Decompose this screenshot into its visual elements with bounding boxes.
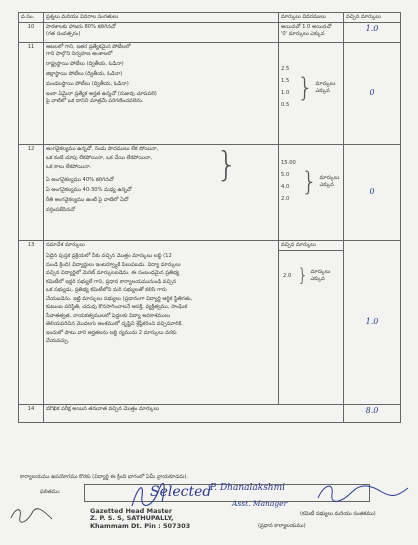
- row-line: తెలియపరిచిన మొదలగు అంశములో దృష్టిని శ్రేష్ఠీకరించి వచ్చినవారికి.: [46, 321, 183, 328]
- row-question: [44, 23, 279, 43]
- row-line: మౌఖిక పరీక్ష అయిన తరువాత వచ్చిన మొత్తం మార్కులు: [46, 406, 159, 413]
- marks-label: మార్కులు: [319, 174, 340, 181]
- row-question: [44, 405, 344, 423]
- marks-label: ఎక్కువ: [310, 276, 325, 283]
- row-line: ఒక సభ్యుడు, ప్రతిభ్య కమిటీలోని మరి సభ్యులతో కలిసి గారు: [46, 287, 167, 294]
- awarded-marks-value: 0: [369, 187, 375, 197]
- result-label: ఫలితము:: [40, 489, 61, 495]
- office-label: (ప్రధాన కార్యాలయము): [258, 523, 306, 529]
- brace-mark: }: [297, 72, 314, 103]
- awarded-marks-value: 0: [369, 88, 375, 98]
- marks-value: 5.0: [281, 172, 290, 179]
- row-line: చేయబడెను. ఇట్టి మార్కులు సభ్యులు (ప్రధానంగా విద్యార్థి ఆర్థిక స్థితిగతు,: [46, 295, 193, 302]
- marks-label: ఎక్కువ: [319, 181, 334, 188]
- row-line: ఏదైన పుస్తక ప్రక్రియలో నీకు వచ్చిన మొత్తం మార్కులు లబ్ధి (12: [46, 253, 172, 260]
- row-line: జిల్లాస్థాయి పోటీలు (ద్వితీయ, ఓడినా): [46, 71, 123, 78]
- row-line: పై వాటిలో ఒక దానిని మాత్రమే పరిగణించవలెను.: [46, 98, 144, 105]
- marks-value: 0.5: [281, 102, 290, 109]
- marks-value: 2.5: [281, 66, 290, 73]
- awarded-marks: [344, 241, 401, 405]
- marks-value: 4.0: [281, 184, 290, 191]
- row-line: రీతి అంగవైకల్యము ఉంటే పై వాటిలో ఏదో: [46, 197, 129, 204]
- marks-label: ఎక్కువ: [315, 87, 330, 94]
- marks-detail-line: '0' మార్కులు ఎక్కువ: [281, 31, 325, 38]
- row-line: వేయవచ్చు.: [46, 338, 70, 345]
- row-line: ఒక కంటి చూపు లేకపోయినా, ఒక చేయి లేకపోయినా,: [46, 155, 153, 162]
- row-line: ఇందులో పాటు వారి అర్హతలను లబ్ధి ర్యమును 2 మార్కులు వరకు: [46, 329, 177, 336]
- header-question: ప్రశ్నలు మరియు వివరాల సంగతులు: [44, 13, 279, 23]
- awarded-marks: [344, 145, 401, 241]
- row-sno: 12: [19, 145, 44, 241]
- row-line: ఒక కాలు లేకపోయినా.: [46, 164, 92, 171]
- row-marks-detail: [279, 23, 344, 43]
- row-sno: 13: [19, 241, 44, 405]
- row-line: రాష్ట్రస్థాయి పోటీలు (ద్వితీయ, ఓడినా): [46, 61, 124, 68]
- marks-value: 15.00: [281, 160, 296, 167]
- marks-value: 2.0: [281, 196, 290, 203]
- marks-detail-subheader: వచ్చిన మార్కులు: [279, 241, 343, 251]
- awarded-marks: [344, 43, 401, 145]
- result-value: Selected: [150, 484, 212, 500]
- table-row: [19, 23, 401, 43]
- marks-value: 1.0: [281, 90, 290, 97]
- table-row: [19, 405, 401, 423]
- asst-manager-sign: Asst. Manager: [232, 499, 288, 508]
- office-use-note: కార్యాలయము ఉపయోగము కొరకు (విద్యార్థి ఈ క్రింది భాగంలో ఏమీ వ్రాయకూడదు).: [20, 474, 189, 480]
- signature-right: [312, 478, 412, 506]
- row-line: ఇంకా ఏమైనా ప్రత్యేక అర్హత ఉన్నచో (రుజువు చూపవలె): [46, 91, 157, 98]
- row-line: అంగవైకల్యము ఉన్నచో, రెండు పాదములు లేక పోయినా,: [46, 146, 159, 153]
- marks-label: మార్కులు: [315, 80, 336, 87]
- row-sno: 11: [19, 43, 44, 145]
- brace-mark: }: [297, 265, 309, 287]
- row-question: [44, 43, 279, 145]
- row-line: వర్తింపజేసినచో: [46, 207, 76, 214]
- stamp-line: Z. P. S. S, SATHUPALLY,: [90, 514, 174, 523]
- row-marks-detail: [279, 241, 344, 405]
- row-marks-detail: [279, 43, 344, 145]
- row-title: సమావేశ మార్కులు: [46, 242, 85, 249]
- header-awarded: వచ్చిన మార్కులు: [344, 13, 401, 23]
- header-sno: వ.సం.: [19, 13, 44, 23]
- row-line: గాని పాల్గొని నిర్వహణ అంశాలలో: [46, 51, 113, 58]
- row-line: వచ్చిన విద్యార్థిలో మెరిట్ మార్కులబడెను. ఈ సంబంధమైన ప్రతిభ్య: [46, 270, 180, 277]
- stamp-line: Gazetted Head Master: [90, 507, 173, 515]
- marks-table: [18, 12, 401, 423]
- table-row: [19, 241, 401, 405]
- committee-member-name: P. Dhanalakshmi: [210, 483, 286, 493]
- row-line: (గత సంవత్సరం): [46, 31, 81, 38]
- committee-label: (కమిటీ సభ్యులు మరియు సంతకము): [300, 511, 376, 517]
- row-question: [44, 145, 279, 241]
- brace-mark: }: [216, 145, 238, 186]
- row-line: ఏ అంగవైకల్యము 40-30% మధ్య ఉన్నచో: [46, 187, 132, 194]
- awarded-marks-value: 1.0: [365, 317, 379, 327]
- marks-value: 1.5: [281, 78, 290, 85]
- header-marks-detail: మార్కులు వివరములు: [279, 13, 344, 23]
- row-question: [44, 241, 279, 405]
- awarded-marks: 8.0: [344, 405, 401, 423]
- marks-detail-line: అయినచో 1.0 అయినచో: [281, 24, 332, 31]
- row-sno: 14: [19, 405, 44, 423]
- row-line: సుండి క్రింది) విద్యార్థులు ఇంటర్వ్యూకి పిలుపబడు. విద్యా మార్కులు: [46, 261, 181, 268]
- awarded-marks: 1.0: [344, 23, 401, 43]
- table-header-row: [19, 13, 401, 23]
- table-row: [19, 43, 401, 145]
- marks-value: 2.0: [283, 272, 292, 279]
- row-line: మండలస్థాయి పోటీలు (ద్వితీయ, ఓడినా): [46, 81, 129, 88]
- stamp-line: Khammam Dt. Pin : 507303: [90, 521, 191, 530]
- row-sno: 10: [19, 23, 44, 43]
- row-line: ఏ అంగవైకల్యము 40% కలిగినచో: [46, 177, 114, 184]
- row-line: సేవాతత్వత, నాయకత్వములలో పెద్దలకు విద్యా అవకాశములు: [46, 312, 171, 319]
- row-marks-detail: [279, 145, 344, 241]
- row-line: ఆటలలో గాని, ఇతర ప్రత్యేకమైన పోటీలలో: [46, 44, 131, 51]
- row-line: కుటుంబ పరిస్థితి, చదువు కొనసాగించాలనే ఆసక్తి, వ్యక్తిత్వము, సాంఘిక: [46, 304, 188, 311]
- row-line: కమిటీలో ఇద్దరి సభ్యులే గాని, ప్రధాన కార్యాలయమునుండి వచ్చిన: [46, 278, 177, 285]
- signature-left: [8, 503, 58, 525]
- table-row: [19, 145, 401, 241]
- brace-mark: }: [301, 166, 318, 197]
- row-line: పాఠశాలకు హాజరు 80% కలిగినచో: [46, 24, 116, 31]
- headmaster-stamp: [90, 508, 190, 530]
- marks-label: మార్కులు: [310, 269, 331, 276]
